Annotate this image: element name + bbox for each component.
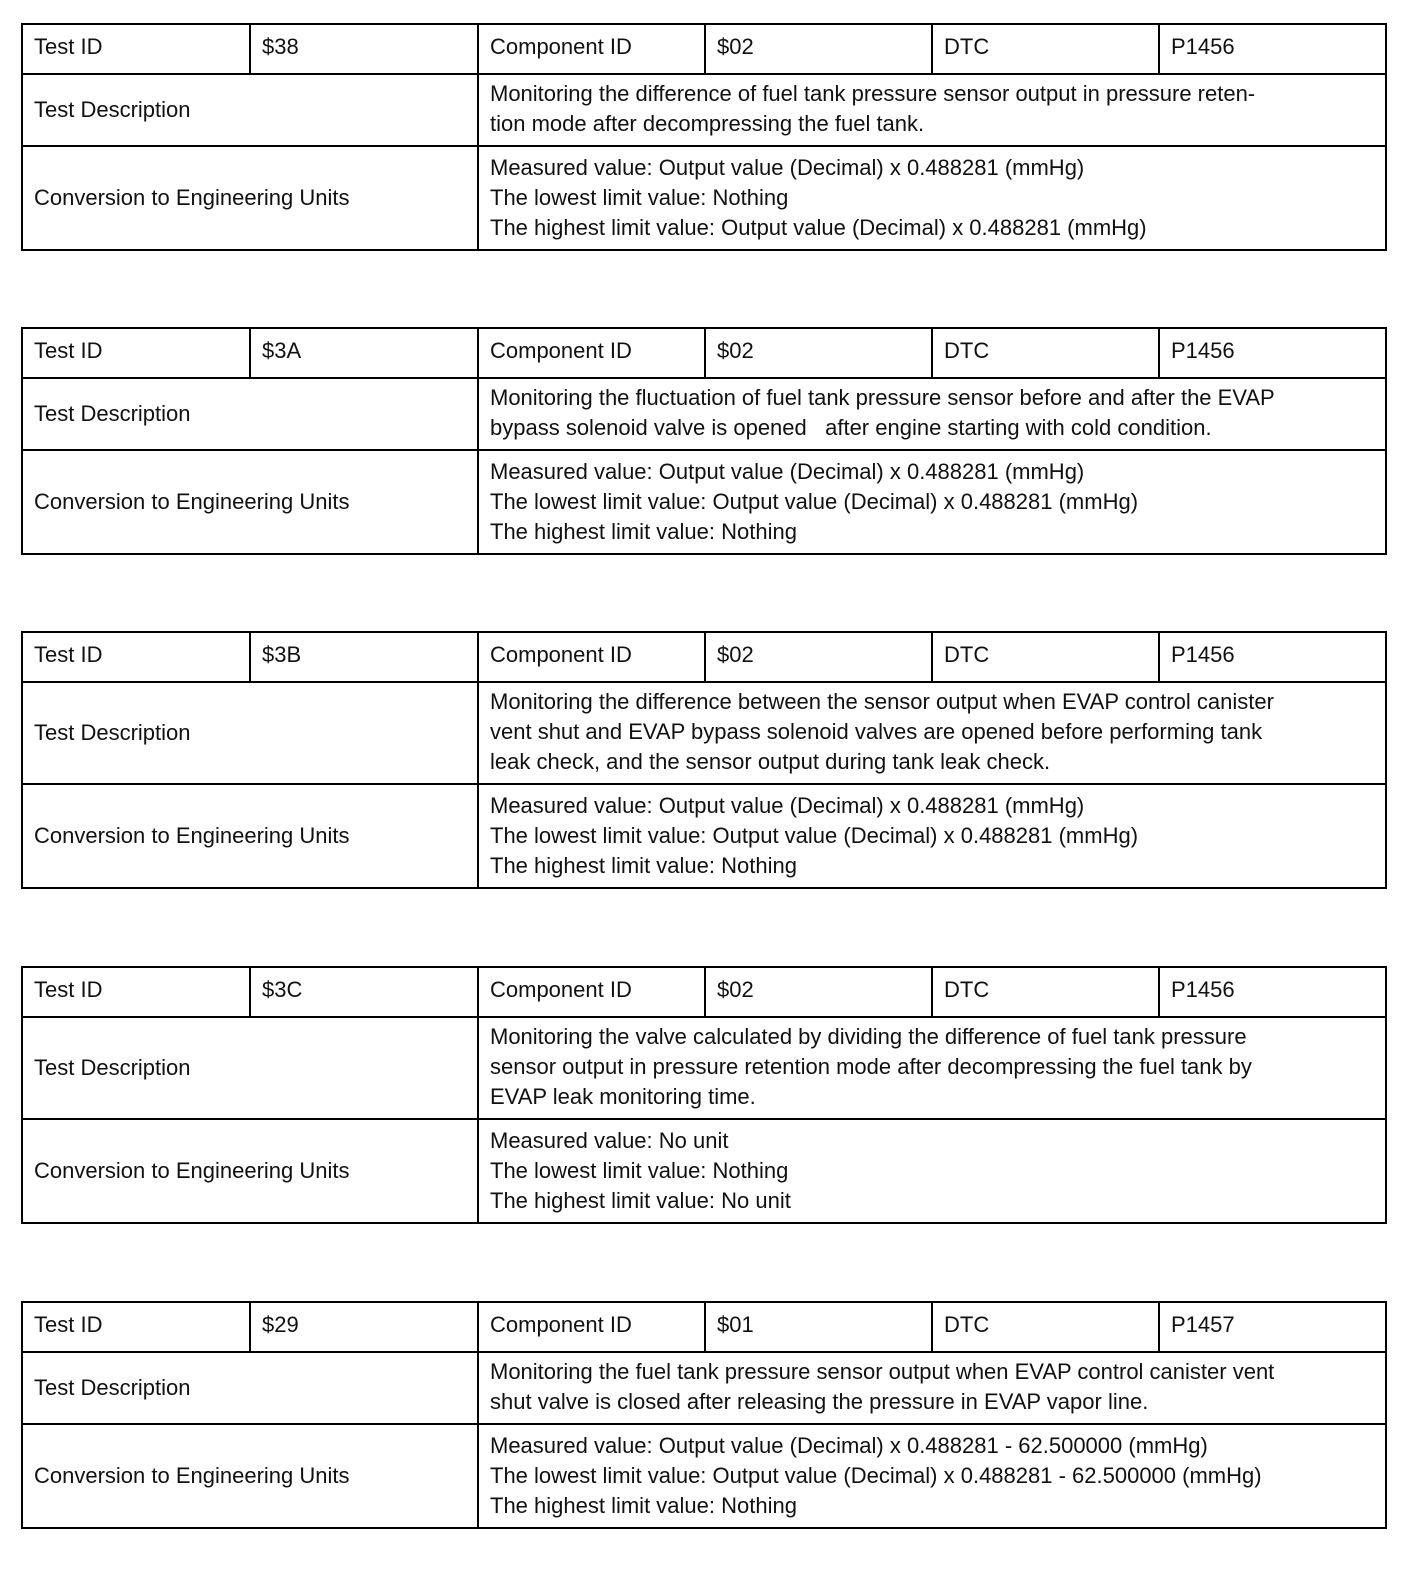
test-table bbox=[21, 631, 1387, 889]
test-description-label: Test Description bbox=[22, 1352, 478, 1424]
measured-value-line: Measured value: Output value (Decimal) x 0.488281 (mmHg) bbox=[490, 155, 1085, 180]
header-row bbox=[22, 1302, 1386, 1352]
dtc-label: DTC bbox=[932, 24, 1159, 74]
test-description-label: Test Description bbox=[22, 74, 478, 146]
component-id-label: Component ID bbox=[478, 24, 705, 74]
component-id-label: Component ID bbox=[478, 1302, 705, 1352]
conversion-value bbox=[478, 146, 1386, 250]
component-id-label: Component ID bbox=[478, 967, 705, 1017]
test-description-label: Test Description bbox=[22, 378, 478, 450]
test-id-value: $38 bbox=[250, 24, 478, 74]
highest-limit-line: The highest limit value: Nothing bbox=[490, 1493, 797, 1518]
test-table bbox=[21, 327, 1387, 555]
conversion-label: Conversion to Engineering Units bbox=[22, 146, 478, 250]
header-row bbox=[22, 328, 1386, 378]
description-row bbox=[22, 74, 1386, 146]
test-id-value: $29 bbox=[250, 1302, 478, 1352]
measured-value-line: Measured value: Output value (Decimal) x 0.488281 (mmHg) bbox=[490, 459, 1085, 484]
measured-value-line: Measured value: Output value (Decimal) x 0.488281 - 62.500000 (mmHg) bbox=[490, 1433, 1208, 1458]
description-line: vent shut and EVAP bypass solenoid valves are opened before performing tank bbox=[490, 719, 1263, 744]
description-line: Monitoring the fluctuation of fuel tank pressure sensor before and after the EVAP bbox=[490, 385, 1275, 410]
description-line: shut valve is closed after releasing the pressure in EVAP vapor line. bbox=[490, 1389, 1149, 1414]
test-description-value bbox=[478, 74, 1386, 146]
test-description-label: Test Description bbox=[22, 682, 478, 784]
conversion-label: Conversion to Engineering Units bbox=[22, 1424, 478, 1528]
component-id-value: $02 bbox=[705, 24, 932, 74]
conversion-value bbox=[478, 450, 1386, 554]
measured-value-line: Measured value: No unit bbox=[490, 1128, 729, 1153]
conversion-row bbox=[22, 1424, 1386, 1528]
conversion-row bbox=[22, 1119, 1386, 1223]
conversion-label: Conversion to Engineering Units bbox=[22, 1119, 478, 1223]
component-id-value: $02 bbox=[705, 632, 932, 682]
highest-limit-line: The highest limit value: Nothing bbox=[490, 519, 797, 544]
test-description-value bbox=[478, 1352, 1386, 1424]
test-id-label: Test ID bbox=[22, 1302, 250, 1352]
test-table bbox=[21, 1301, 1387, 1529]
component-id-value: $02 bbox=[705, 328, 932, 378]
test-table bbox=[21, 23, 1387, 251]
description-line: Monitoring the fuel tank pressure sensor output when EVAP control canister vent bbox=[490, 1359, 1275, 1384]
dtc-label: DTC bbox=[932, 1302, 1159, 1352]
dtc-value: P1456 bbox=[1159, 632, 1386, 682]
description-line: Monitoring the difference between the sensor output when EVAP control canister bbox=[490, 689, 1274, 714]
dtc-value: P1456 bbox=[1159, 328, 1386, 378]
description-row bbox=[22, 682, 1386, 784]
conversion-row bbox=[22, 784, 1386, 888]
conversion-value bbox=[478, 1424, 1386, 1528]
lowest-limit-line: The lowest limit value: Output value (Decimal) x 0.488281 - 62.500000 (mmHg) bbox=[490, 1463, 1262, 1488]
dtc-value: P1457 bbox=[1159, 1302, 1386, 1352]
lowest-limit-line: The lowest limit value: Output value (Decimal) x 0.488281 (mmHg) bbox=[490, 489, 1139, 514]
conversion-label: Conversion to Engineering Units bbox=[22, 450, 478, 554]
component-id-value: $01 bbox=[705, 1302, 932, 1352]
test-id-label: Test ID bbox=[22, 24, 250, 74]
test-id-value: $3C bbox=[250, 967, 478, 1017]
measured-value-line: Measured value: Output value (Decimal) x 0.488281 (mmHg) bbox=[490, 793, 1085, 818]
component-id-value: $02 bbox=[705, 967, 932, 1017]
dtc-label: DTC bbox=[932, 967, 1159, 1017]
conversion-row bbox=[22, 450, 1386, 554]
test-table bbox=[21, 966, 1387, 1224]
dtc-label: DTC bbox=[932, 632, 1159, 682]
description-line: leak check, and the sensor output during tank leak check. bbox=[490, 749, 1051, 774]
test-id-label: Test ID bbox=[22, 328, 250, 378]
dtc-value: P1456 bbox=[1159, 967, 1386, 1017]
component-id-label: Component ID bbox=[478, 328, 705, 378]
test-description-value bbox=[478, 1017, 1386, 1119]
header-row bbox=[22, 632, 1386, 682]
lowest-limit-line: The lowest limit value: Nothing bbox=[490, 1158, 789, 1183]
test-id-value: $3B bbox=[250, 632, 478, 682]
highest-limit-line: The highest limit value: Nothing bbox=[490, 853, 797, 878]
test-description-value bbox=[478, 682, 1386, 784]
description-line: Monitoring the valve calculated by dividing the difference of fuel tank pressure bbox=[490, 1024, 1247, 1049]
test-id-label: Test ID bbox=[22, 967, 250, 1017]
description-row bbox=[22, 1352, 1386, 1424]
test-description-value bbox=[478, 378, 1386, 450]
conversion-label: Conversion to Engineering Units bbox=[22, 784, 478, 888]
description-line: bypass solenoid valve is opened after engine starting with cold condition. bbox=[490, 415, 1212, 440]
test-description-label: Test Description bbox=[22, 1017, 478, 1119]
dtc-label: DTC bbox=[932, 328, 1159, 378]
description-row bbox=[22, 378, 1386, 450]
conversion-value bbox=[478, 1119, 1386, 1223]
header-row bbox=[22, 967, 1386, 1017]
highest-limit-line: The highest limit value: No unit bbox=[490, 1188, 791, 1213]
lowest-limit-line: The lowest limit value: Output value (Decimal) x 0.488281 (mmHg) bbox=[490, 823, 1139, 848]
description-line: tion mode after decompressing the fuel tank. bbox=[490, 111, 925, 136]
highest-limit-line: The highest limit value: Output value (Decimal) x 0.488281 (mmHg) bbox=[490, 215, 1147, 240]
conversion-value bbox=[478, 784, 1386, 888]
component-id-label: Component ID bbox=[478, 632, 705, 682]
lowest-limit-line: The lowest limit value: Nothing bbox=[490, 185, 789, 210]
header-row bbox=[22, 24, 1386, 74]
dtc-value: P1456 bbox=[1159, 24, 1386, 74]
description-line: Monitoring the difference of fuel tank pressure sensor output in pressure reten- bbox=[490, 81, 1256, 106]
description-line: sensor output in pressure retention mode after decompressing the fuel tank by bbox=[490, 1054, 1252, 1079]
test-id-label: Test ID bbox=[22, 632, 250, 682]
description-line: EVAP leak monitoring time. bbox=[490, 1084, 756, 1109]
conversion-row bbox=[22, 146, 1386, 250]
test-id-value: $3A bbox=[250, 328, 478, 378]
description-row bbox=[22, 1017, 1386, 1119]
